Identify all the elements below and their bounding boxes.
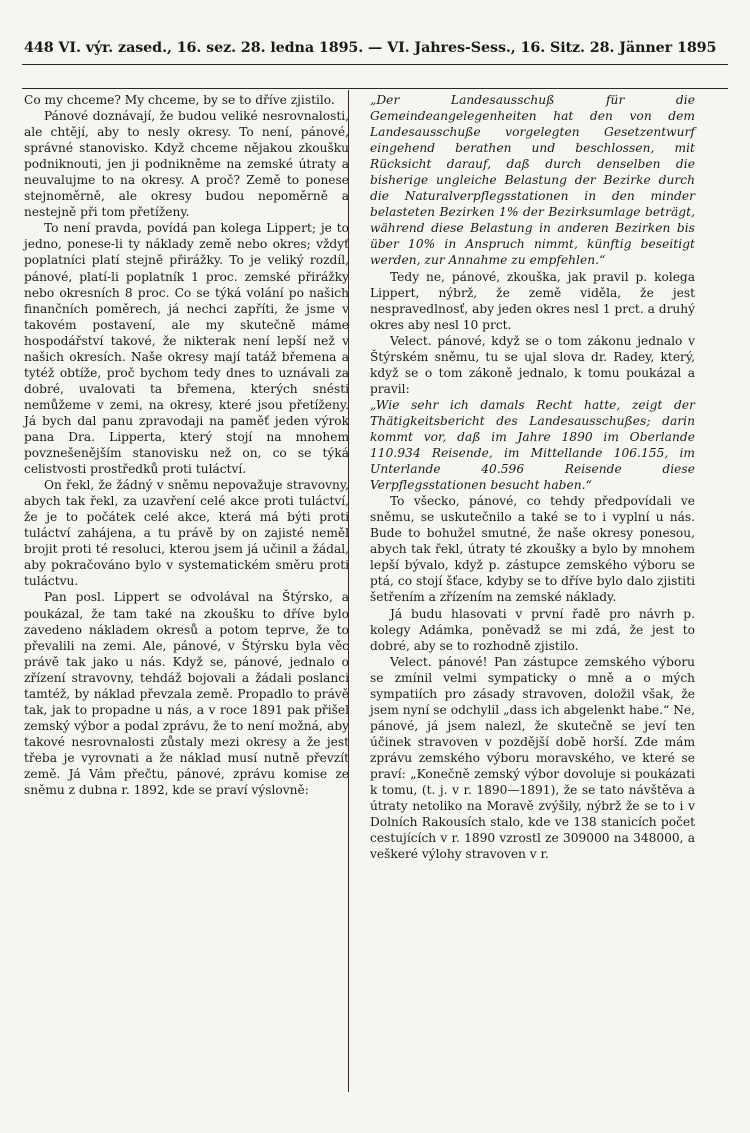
right-paragraph-5: Velect. pánové! Pan zástupce zemského výboru se zmínil velmi sympaticky o mně a o mých sympatiích pro zásady stravoven, doložil však, že jsem nyní se odchylil „dass ich abgelenkt habe.“ Ne, pánové, já jsem nalezl, že skutečně se jeví ten účinek stravoven v pozdější době horší. Zde mám zprávu zemského výboru moravského, ve které se praví: „Konečně zemský výbor dovoluje si poukázati k tomu, (t. j. v r. 1890—1891), že se tato návštěva a útraty netoliko na Moravě zvýšily, nýbrž že se to i v Dolních Rakousích stalo, kde ve 138 stanicích počet cestujících v r. 1890 vzrostl ze 309000 na 348000, a veškeré výlohy stravoven v r. [370,654,695,862]
right-paragraph-2: Velect. pánové, když se o tom zákonu jednalo v Štýrském sněmu, tu se ujal slova dr. Radey, který, když se o tom zákoně jednalo, k tomu poukázal a pravil: [370,333,695,396]
left-paragraph-3: To není pravda, povídá pan kolega Lippert; je to jedno, ponese-li ty náklady země nebo okres; vždyť poplatníci platí stejně přirážky. To je veliký rozdíl, pánové, platí-li poplatník 1 proc. zemské přirážky nebo okresních 8 proc. Co se týká volání po našich finančních poměrech, já nechci zapříti, že jsme v takovém postavení, ale my skutečně máme hospodářství takové, že nikterak není lepší než v našich okresích. Naše okresy mají tatáž břemena a tytéž obtíže, proč bychom tedy dnes to uznávali za dobré, uvalovati ta břemena, kterých snésti nemůžeme v zemi, na okresy, které jsou přetíženy. Já bych dal panu zpravodaji na paměť jeden výrok pana Dra. Lipperta, který stojí na mnohem povznešenějším stanovisku než on, co se týká celistvosti prostředků proti tuláctví. [24,221,349,477]
left-column [24,92,349,798]
right-paragraph-3: To všecko, pánové, co tehdy předpovídali ve sněmu, se uskutečnilo a také se to i vyplní u nás. Bude to bohužel smutné, že naše okresy ponesou, abych tak řekl, útraty té zkoušky a bylo by mnohem lepší bývalo, když p. zástupce zemského výboru se ptá, co stojí šťace, kdyby se to dříve bylo dalo zjistiti šetřením a zřízením na zemské náklady. [370,494,695,605]
right-column [370,92,695,862]
right-paragraph-1: Tedy ne, pánové, zkouška, jak pravil p. kolega Lippert, nýbrž, že země viděla, že jest nespravedlnosť, aby jeden okres nesl 1 prct. a druhý okres aby nesl 10 prct. [370,269,695,332]
right-quote-german-2: „Wie sehr ich damals Recht hatte, zeigt der Thätigkeitsbericht des Landesausschußes; darin kommt vor, daß im Jahre 1890 im Oberlande 110.934 Reisende, im Mittellande 106.155, im Unterlande 40.596 Reisende diese Verpflegsstationen besucht haben.“ [370,397,695,493]
left-paragraph-2: Pánové doznávají, že budou veliké nesrovnalosti, ale chtějí, aby to nesly okresy. To není, pánové, správné stanovisko. Když chceme nějakou zkoušku podniknouti, jen ji podnikněme na zemské útraty a neuvalujme to na okresy. A proč? Země to ponese stejnoměrně, ale okresy budou nepoměrně a nestejně při tom přetíženy. [24,109,349,220]
header-rule-bottom [22,88,728,89]
left-paragraph-5: Pan posl. Lippert se odvolával na Štýrsko, a poukázal, že tam také na zkoušku to dříve bylo zavedeno nákladem okresů a potom teprve, že to převalili na zemi. Ale, pánové, v Štýrsku byla věc právě tak jako u nás. Když se, pánové, jednalo o zřízení stravovny, tehdáž bojovali a žádali poslanci tamtéž, by náklad převzala země. Propadlo to právě tak, jak to propadne u nás, a v roce 1891 pak přišel zemský výbor a podal zprávu, že to není možná, aby takové nesrovnalosti zůstaly mezi okresy a že jest třeba je vyrovnati a že náklad musí nutně převzít země. Já Vám přečtu, pánové, zprávu komise ze sněmu z dubna r. 1892, kde se praví výslovně: [24,590,349,798]
right-quote-german-1: „Der Landesausschuß für die Gemeindeangelegenheiten hat den von dem Landesausschuße vorgelegten Gesetzentwurf eingehend berathen und beschlossen, mit Rücksicht darauf, daß durch denselben die bisherige ungleiche Belastung der Bezirke durch die Naturalverpflegsstationen in den minder belasteten Bezirken 1% der Bezirksumlage beträgt, während diese Belastung in anderen Bezirken bis über 10% in Anspruch nimmt, künftig beseitigt werden, zur Annahme zu empfehlen.“ [370,93,695,268]
column-divider [348,90,349,1092]
header-rule-top [22,64,728,65]
left-paragraph-1: Co my chceme? My chceme, by se to dříve zjistilo. [24,93,335,107]
right-paragraph-4: Já budu hlasovati v první řadě pro návrh p. kolegy Adámka, poněvadž se mi zdá, že jest to dobré, aby se to rozhodně zjistilo. [370,606,695,653]
left-paragraph-4: On řekl, že žádný v sněmu nepovažuje stravovny, abych tak řekl, za uzavření celé akce proti tuláctví, že je to počátek celé akce, která má býti proti tuláctví zahájena, a tu právě by on zajisté neměl brojit proti té resoluci, kterou jsem já učinil a žádal, aby pokračováno bylo v systematickém směru proti tuláctvu. [24,478,349,589]
page-header: 448 VI. výr. zased., 16. sez. 28. ledna 1895. — VI. Jahres-Sess., 16. Sitz. 28. Jänner 1895 [24,40,717,56]
